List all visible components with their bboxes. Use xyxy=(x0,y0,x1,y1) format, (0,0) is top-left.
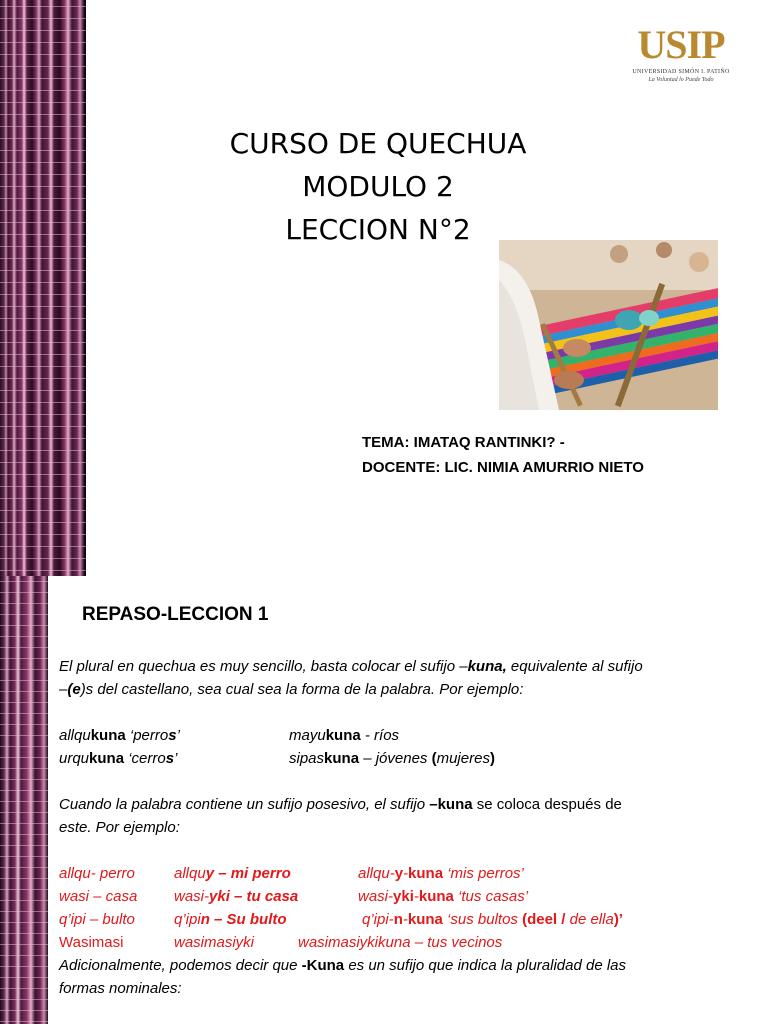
suffix: kuna xyxy=(407,911,443,928)
hyphen: - xyxy=(413,888,419,905)
row1-col3 xyxy=(358,862,524,885)
gloss-note: de ella xyxy=(569,911,614,928)
row3-col2 xyxy=(174,908,287,931)
review-heading: REPASO-LECCION 1 xyxy=(82,604,269,625)
stem: allqu xyxy=(59,727,91,744)
possessive: y xyxy=(394,865,404,882)
review-slide xyxy=(0,576,768,1024)
gloss-note: (deel / xyxy=(522,911,570,928)
paren: ( xyxy=(431,750,437,767)
text-span: formas nominales: xyxy=(59,980,182,997)
gloss-plural: s xyxy=(168,727,177,744)
suffix-kuna: -Kuna xyxy=(301,957,345,974)
title-line-course: CURSO DE QUECHUA xyxy=(229,127,527,160)
lesson-teacher: DOCENTE: LIC. NIMIA AMURRIO NIETO xyxy=(362,459,644,476)
row3-col1: q’ipi – bulto xyxy=(59,911,135,928)
text-span: El plural en quechua es muy sencillo, basta colocar el sufijo – xyxy=(59,658,468,675)
text-span: – xyxy=(59,681,68,698)
text-span: se coloca después de xyxy=(472,796,622,813)
possessive-paragraph-line-2 xyxy=(59,816,180,839)
stem: q’ipi xyxy=(174,911,201,928)
closing-paragraph-line-2 xyxy=(59,977,182,1000)
text-span: )s del castellano, sea cual sea la forma de la palabra. Por ejemplo: xyxy=(80,681,524,698)
suffix: kuna xyxy=(418,888,454,905)
title-line-lesson: LECCION N°2 xyxy=(285,213,471,246)
hyphen: - xyxy=(402,911,408,928)
stem: wasi- xyxy=(358,888,394,905)
row2-col2 xyxy=(174,885,298,908)
row3-col3 xyxy=(362,908,623,931)
gloss-plural: s xyxy=(165,750,175,767)
gloss: ‘tus casas’ xyxy=(453,888,529,905)
lesson-meta xyxy=(362,430,644,480)
possessive-paragraph-line-1 xyxy=(59,793,622,816)
weaving-photo xyxy=(499,240,718,410)
suffix: kuna xyxy=(408,865,444,882)
stem: allqu xyxy=(174,865,206,882)
example-sipaskuna xyxy=(289,747,495,770)
logo-tagline: La Voluntad lo Puede Todo xyxy=(648,77,714,83)
gloss: - ríos xyxy=(360,727,400,744)
possessive: n xyxy=(393,911,403,928)
logo-mark: USIP xyxy=(637,22,725,67)
suffix-es: (e xyxy=(67,681,81,698)
example-mayukuna xyxy=(289,724,399,747)
row4-col1: Wasimasi xyxy=(59,934,124,951)
text-span: este. Por ejemplo: xyxy=(59,819,180,836)
university-logo xyxy=(628,24,734,96)
stem: q’ipi- xyxy=(362,911,394,928)
suffix-kuna: –kuna xyxy=(429,796,473,813)
gloss-end: ’ xyxy=(174,750,178,767)
hyphen: - xyxy=(403,865,409,882)
textile-border-decoration xyxy=(0,576,48,1024)
weaving-illustration xyxy=(499,240,718,410)
stem: sipas xyxy=(289,750,325,767)
gloss: ‘mis perros’ xyxy=(443,865,524,882)
gloss: ‘cerro xyxy=(124,750,166,767)
text-span: Cuando la palabra contiene un sufijo posesivo, el sufijo xyxy=(59,796,430,813)
row4-col2: wasimasiyki xyxy=(174,934,255,951)
row2-col3 xyxy=(358,885,528,908)
text-span: Adicionalmente, podemos decir que xyxy=(59,957,302,974)
closing-paragraph-line-1 xyxy=(59,954,626,977)
logo-subtitle: UNIVERSIDAD SIMÓN I. PATIÑO xyxy=(632,69,730,75)
row1-col2 xyxy=(174,862,291,885)
gloss: – jóvenes xyxy=(359,750,432,767)
text-span: equivalente al sufijo xyxy=(506,658,643,675)
stem: wasi- xyxy=(174,888,210,905)
lesson-topic: TEMA: IMATAQ RANTINKI? - xyxy=(362,434,565,451)
intro-paragraph-line-1 xyxy=(59,655,643,678)
example-urqukuna xyxy=(59,747,177,770)
intro-paragraph-line-2 xyxy=(59,678,523,701)
text-span: es un sufijo que indica la pluralidad de las xyxy=(344,957,627,974)
row2-col1: wasi – casa xyxy=(59,888,138,905)
slide-title xyxy=(200,122,556,251)
gloss: ‘sus bultos xyxy=(442,911,523,928)
paren: ) xyxy=(489,750,495,767)
stem: mayu xyxy=(289,727,326,744)
possessive: n – Su bulto xyxy=(200,911,287,928)
suffix: kuna xyxy=(89,750,125,767)
example-allqukuna xyxy=(59,724,180,747)
gloss-end: ’ xyxy=(176,727,180,744)
textile-border-decoration xyxy=(0,0,86,576)
suffix: kuna xyxy=(324,750,360,767)
suffix: kuna xyxy=(325,727,361,744)
possessive: yki xyxy=(393,888,414,905)
suffix-kuna: kuna, xyxy=(467,658,507,675)
possessive: y – mi perro xyxy=(205,865,291,882)
row4-col3: wasimasiykikuna – tus vecinos xyxy=(298,934,503,951)
gloss-end: )’ xyxy=(613,911,623,928)
title-line-module: MODULO 2 xyxy=(302,170,454,203)
suffix: kuna xyxy=(90,727,126,744)
gloss: ‘perro xyxy=(125,727,169,744)
possessive: yki – tu casa xyxy=(209,888,299,905)
row1-col1: allqu- perro xyxy=(59,865,135,882)
stem: urqu xyxy=(59,750,90,767)
gloss: mujeres xyxy=(436,750,490,767)
stem: allqu- xyxy=(358,865,395,882)
